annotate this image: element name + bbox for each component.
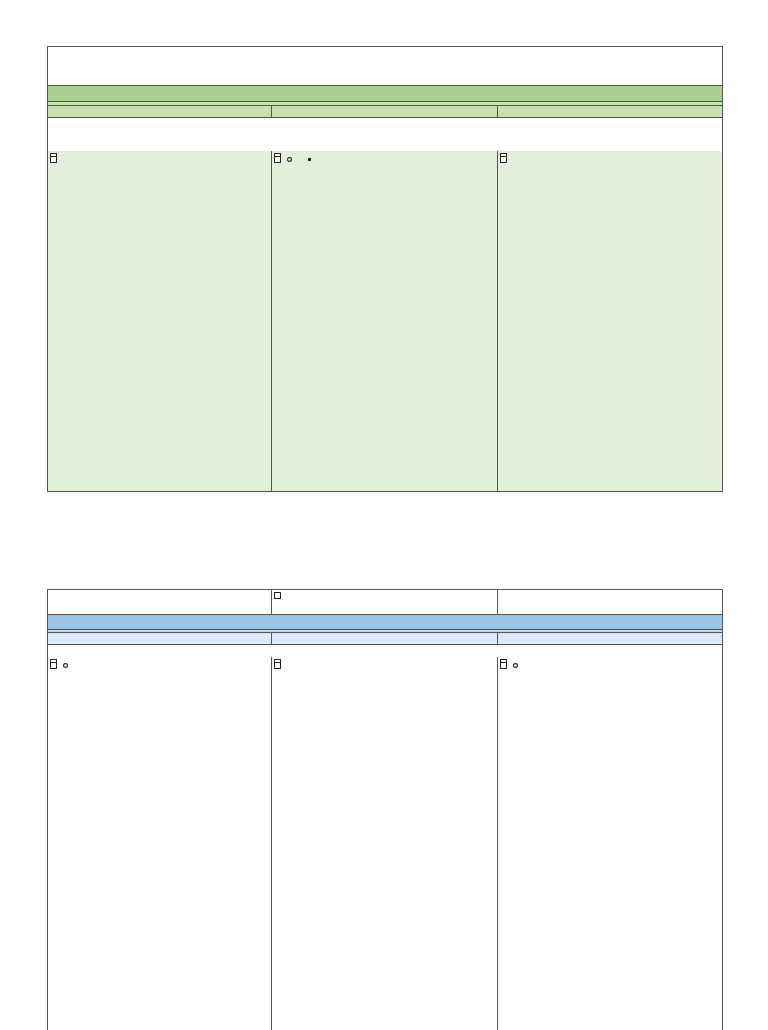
carryover-row [48,590,722,615]
header-use-of-space [48,106,272,117]
page-title [48,47,722,86]
delivery-column [498,657,722,1030]
header-classroom-design [498,106,722,117]
physical-column-headers [48,106,722,118]
header-delivery [498,633,722,644]
checkbox[interactable] [274,662,281,669]
checkbox[interactable] [500,156,507,163]
teaching-heading [48,615,722,630]
bullet-icon [308,158,311,161]
carryover-cell [272,590,498,614]
checkbox[interactable] [50,662,57,669]
checkbox[interactable] [274,156,281,163]
circle-bullet-icon [287,157,292,162]
classroom-design-column [498,151,722,491]
checkbox[interactable] [500,662,507,669]
header-planning [272,633,498,644]
teaching-table [47,589,723,1030]
circle-bullet-icon [63,663,68,668]
planning-column [272,657,498,1030]
teaching-column-headers [48,633,722,645]
header-classroom-culture [48,633,272,644]
checkbox[interactable] [274,592,281,599]
materials-column [272,151,498,491]
use-of-space-column [48,151,272,491]
physical-table [47,46,723,492]
classroom-culture-column [48,657,272,1030]
circle-bullet-icon [513,663,518,668]
physical-heading [48,86,722,102]
header-materials [272,106,498,117]
checkbox[interactable] [50,156,57,163]
